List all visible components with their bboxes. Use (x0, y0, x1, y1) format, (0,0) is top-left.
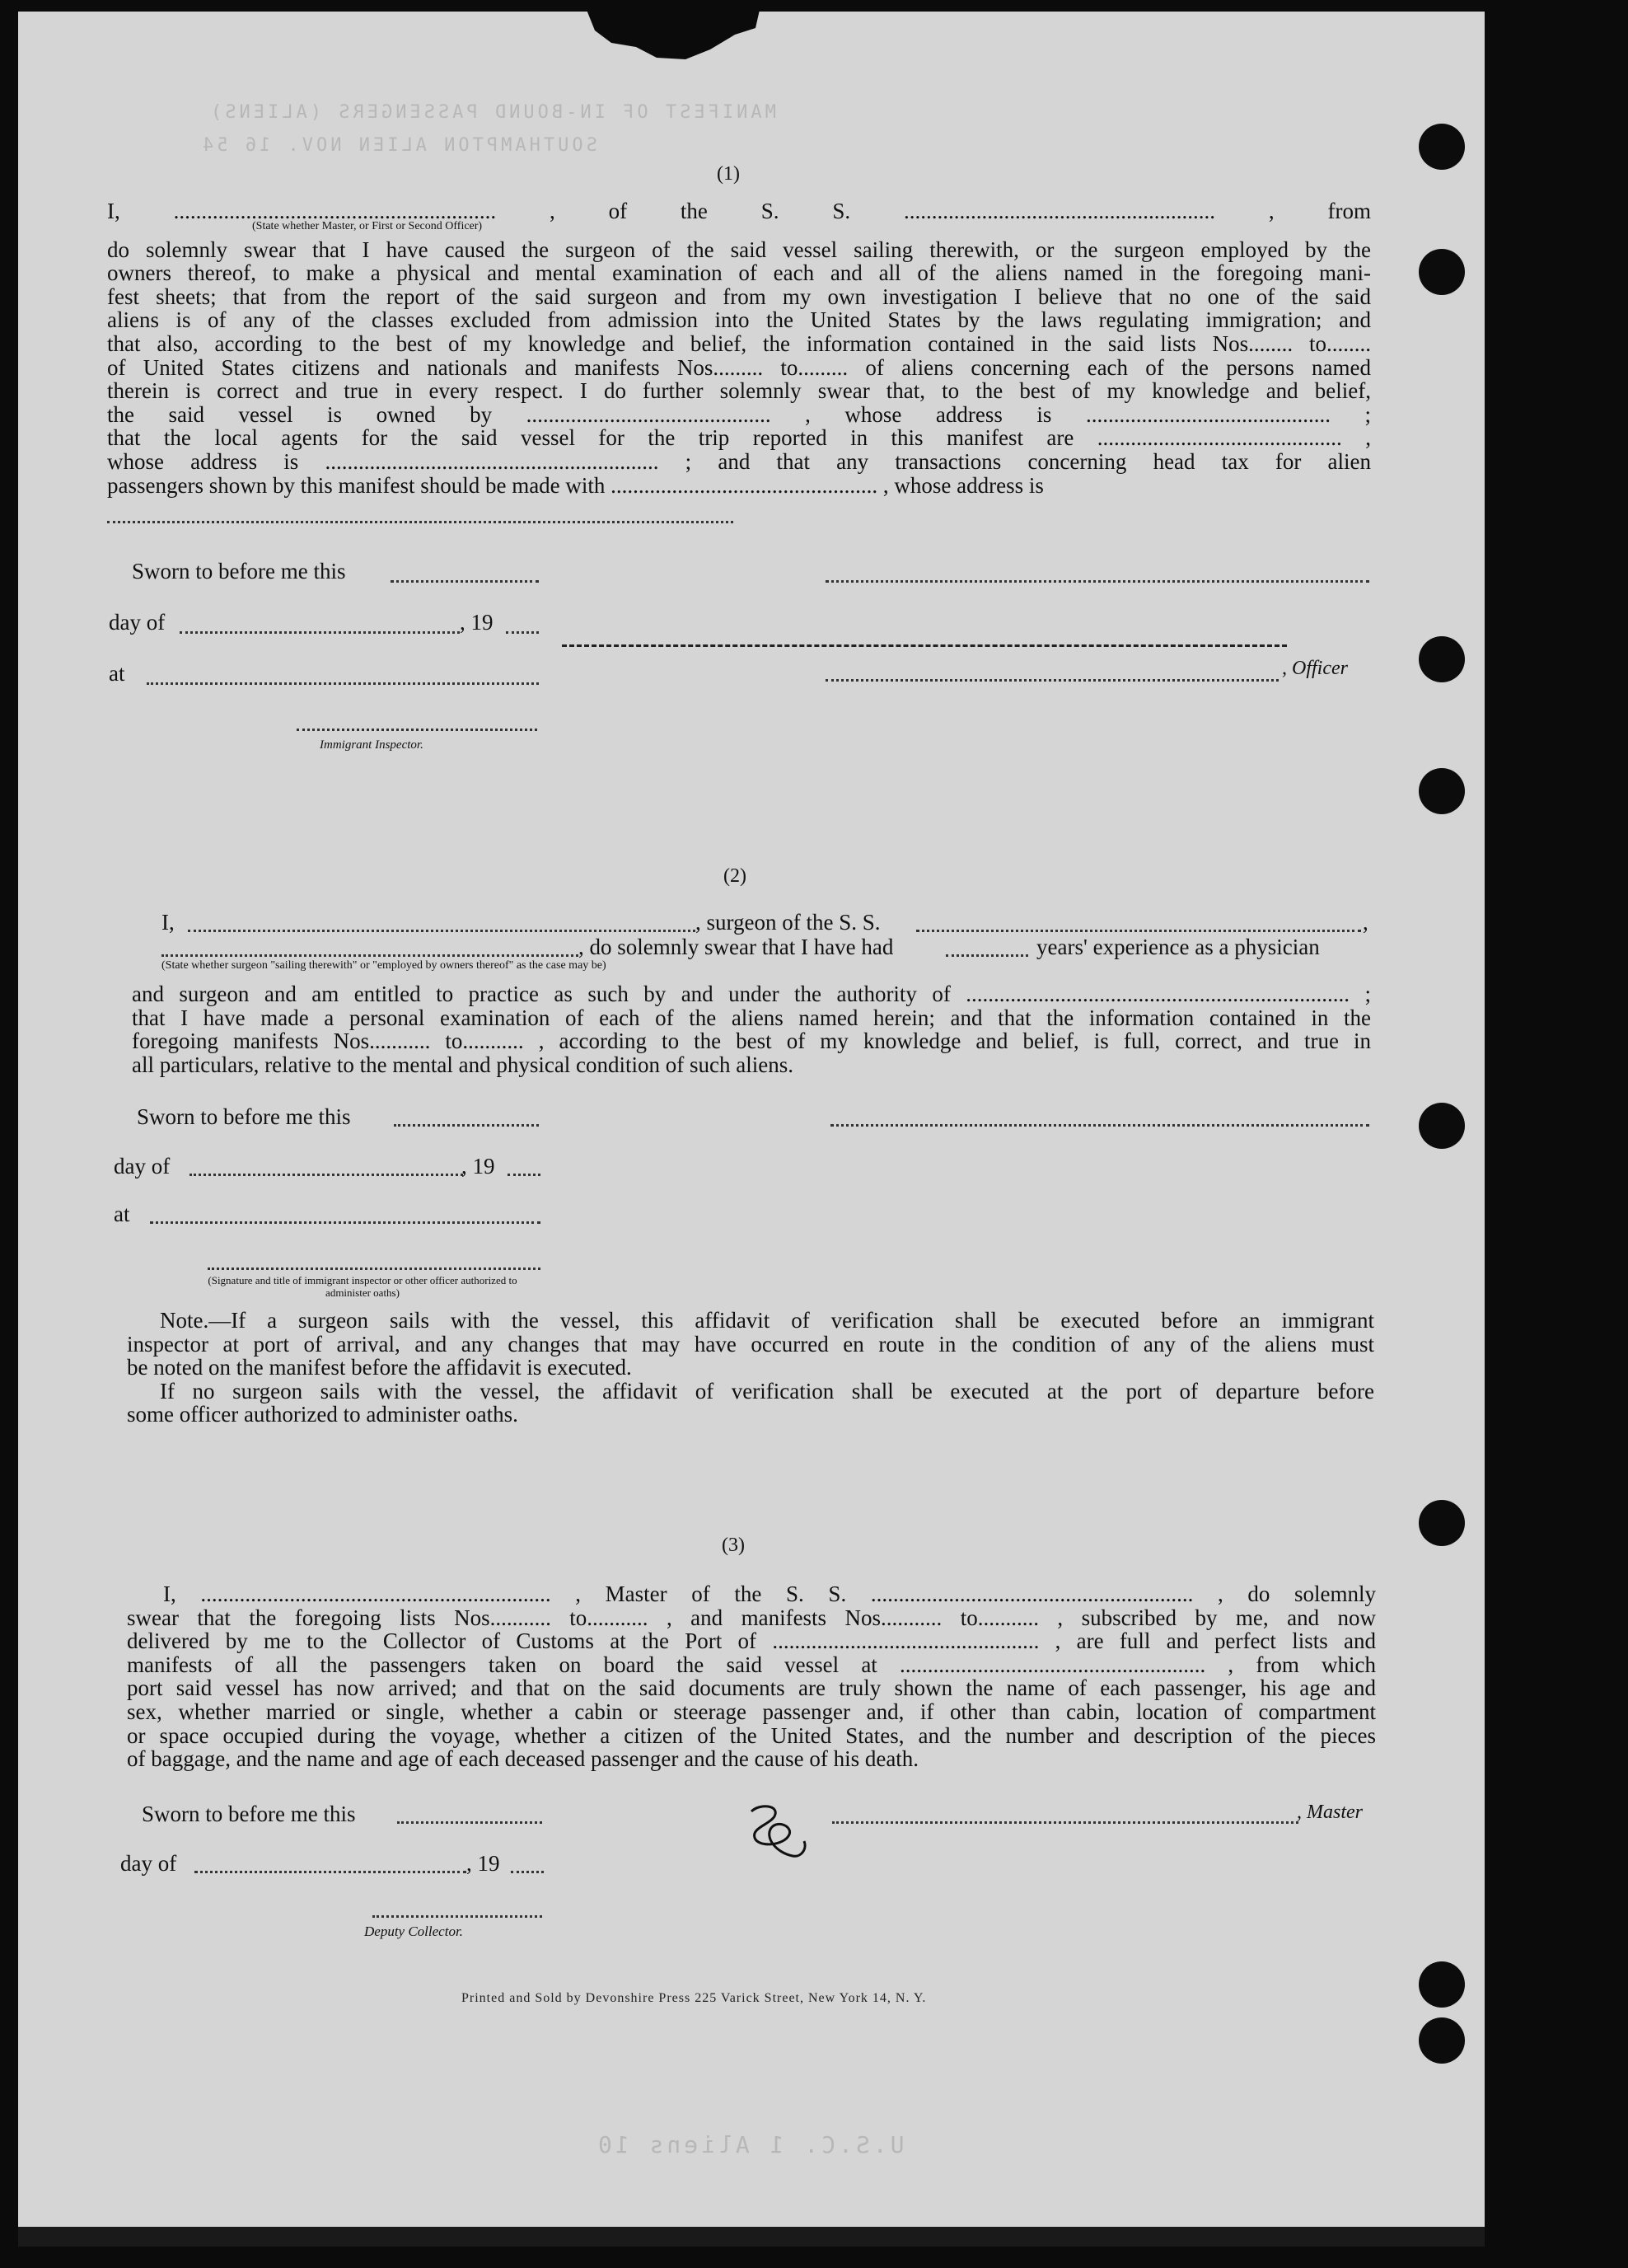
year-label-3: , 19 (466, 1851, 500, 1876)
sworn-label-3: Sworn to before me this (142, 1802, 356, 1826)
section-3-oath (127, 1582, 1376, 1771)
at-blank (147, 682, 539, 685)
oath-line: port said vessel has now arrived; and that on the said documents are truly shown the name of each passenger, his age and (127, 1675, 1376, 1701)
note-line: inspector at port of arrival, and any changes that may have occurred en route in the condition of any of the aliens must (127, 1331, 1374, 1357)
oath-line: delivered by me to the Collector of Customs at the Port of ................................................ , are full and perfect lists and (127, 1628, 1376, 1654)
oath-line: I, ............................................................... , Master of the S. S. .......................................................... , do solemnly (163, 1582, 1376, 1606)
oath-line: swear that the foregoing lists Nos........... to........... , and manifests Nos........... to........... , subscribed by me, and now (127, 1605, 1376, 1630)
oath-line: that also, according to the best of my knowledge and belief, the information contained in the said lists Nos........ to........ (107, 330, 1371, 356)
note-line: be noted on the manifest before the affidavit is executed. (127, 1355, 632, 1380)
solemnly-label: , do solemnly swear that I have had (578, 935, 894, 959)
day-of-label: day of (109, 610, 166, 635)
month-blank-3 (194, 1871, 466, 1873)
oath-line: whose address is ............................................................ ; and that any transactions concerning head tax for alien (107, 448, 1371, 474)
printer-credit: Printed and Sold by Devonshire Press 225 Varick Street, New York 14, N. Y. (461, 1991, 927, 2005)
sworn-label-2: Sworn to before me this (137, 1104, 351, 1129)
scan-bottom-edge (18, 2227, 1485, 2247)
sworn-label: Sworn to before me this (132, 559, 346, 583)
at-blank-2 (150, 1221, 540, 1224)
oath-line: I, .......................................................... , of the S. S. ........................................................ , from (107, 199, 1371, 223)
year-blank (506, 631, 539, 634)
year-blank-3 (511, 1871, 544, 1873)
punch-hole (1419, 124, 1465, 170)
section-2-oath (132, 982, 1371, 1076)
inspector-signature-line-2 (208, 1268, 540, 1270)
section-2-number: (2) (723, 865, 746, 887)
surgeon-signature-line (830, 1124, 1369, 1127)
surgeon-ship-blank (916, 930, 1361, 932)
officer-caption: (State whether Master, or First or Second Officer) (252, 219, 483, 232)
oath-line: sex, whether married or single, whether a cabin or steerage passenger and, if other than cabin, location of compartment (127, 1699, 1376, 1724)
oath-line: therein is correct and true in every respect. I do further solemnly swear that, to the best of my knowledge and belief, (107, 378, 1371, 404)
section-1-oath (107, 199, 1371, 497)
surgeon-i-label: I, (161, 910, 175, 935)
master-initials-signature (733, 1795, 819, 1861)
surgeon-ss-label: , surgeon of the S. S. (695, 910, 881, 935)
at-label-2: at (114, 1202, 130, 1226)
oath-line: that I have made a personal examination of each of the aliens named herein; and that the information contained in the (132, 1005, 1371, 1030)
section-3-number: (3) (722, 1535, 745, 1556)
surgeon-comma: , (1363, 910, 1368, 935)
note-line: Note.—If a surgeon sails with the vessel, this affidavit of verification shall be executed before an immigrant (160, 1308, 1374, 1333)
month-blank (180, 631, 460, 634)
section-1-number: (1) (717, 163, 740, 185)
address-blank-line (107, 521, 733, 523)
note-block (127, 1309, 1374, 1427)
oath-line: owners thereof, to make a physical and mental examination of each and all of the aliens named in the foregoing mani- (107, 260, 1371, 286)
sworn-date-blank (391, 580, 539, 583)
punch-hole (1419, 1500, 1465, 1546)
oath-line: of United States citizens and nationals and manifests Nos......... to......... of aliens concerning each of the persons named (107, 354, 1371, 380)
inspector-label: Immigrant Inspector. (320, 738, 423, 752)
punch-hole (1419, 249, 1465, 295)
inspector-signature-line (297, 729, 537, 731)
officer-signature-top-line (826, 580, 1369, 583)
oath-line: and surgeon and am entitled to practice as such by and under the authority of ..................................................................... ; (132, 982, 1371, 1006)
oath-line: foregoing manifests Nos........... to........... , according to the best of my knowledge and belief, is full, correct, and true in (132, 1029, 1371, 1054)
oath-line: of baggage, and the name and age of each deceased passenger and the cause of his death. (127, 1746, 919, 1772)
month-blank-2 (189, 1174, 463, 1176)
at-label: at (109, 661, 125, 686)
punch-hole (1419, 636, 1465, 682)
officer-signature-line (826, 679, 1279, 682)
punch-hole (1419, 768, 1465, 814)
oath-line: passengers shown by this manifest should be made with ................................................ , whose address is (107, 472, 1044, 498)
ghost-header-line-2: SOUTHAMPTON ALIEN NOV. 16 54 (199, 135, 597, 156)
punch-hole (1419, 2017, 1465, 2064)
officer-label: , Officer (1282, 658, 1348, 679)
sworn-date-blank-2 (394, 1124, 539, 1127)
master-signature-line (832, 1821, 1298, 1824)
collector-label: Deputy Collector. (364, 1924, 463, 1939)
ghost-header-line-1: MANIFEST OF IN-BOUND PASSENGERS (ALIENS) (208, 102, 776, 123)
oath-line: that the local agents for the said vessel for the trip reported in this manifest are ............................................ , (107, 425, 1371, 451)
year-label-2: , 19 (461, 1154, 495, 1179)
inspector-signature-caption: (Signature and title of immigrant inspector or other officer authorized to administer oaths) (208, 1274, 517, 1299)
sworn-date-blank-3 (397, 1821, 542, 1824)
master-label: , Master (1297, 1802, 1363, 1823)
surgeon-name-blank (188, 930, 695, 932)
day-of-label-2: day of (114, 1154, 171, 1179)
oath-line: manifests of all the passengers taken on board the said vessel at ....................................................... , from which (127, 1652, 1376, 1677)
oath-line: the said vessel is owned by ............................................ , whose address is ............................................ ; (107, 401, 1371, 427)
oath-line: or space occupied during the voyage, whether a citizen of the United States, and the number and description of the pieces (127, 1722, 1376, 1748)
note-line: some officer authorized to administer oaths. (127, 1402, 518, 1427)
surgeon-caption: (State whether surgeon "sailing therewith" or "employed by owners thereof" as the case may be) (161, 959, 606, 972)
collector-signature-line (372, 1915, 542, 1918)
punch-hole (1419, 1961, 1465, 2008)
note-line: If no surgeon sails with the vessel, the affidavit of verification shall be executed at the port of departure before (160, 1378, 1374, 1403)
stamp-dash-line (562, 644, 1287, 647)
torn-paper-edge (587, 12, 760, 68)
oath-line: do solemnly swear that I have caused the surgeon of the said vessel sailing therewith, or the surgeon employed by the (107, 237, 1371, 262)
year-blank-2 (508, 1174, 540, 1176)
surgeon-type-blank (161, 954, 578, 957)
ghost-footer: U.S.C. 1 Aliens 10 (595, 2131, 905, 2158)
oath-line: all particulars, relative to the mental and physical condition of such aliens. (132, 1052, 793, 1077)
oath-line: fest sheets; that from the report of the said surgeon and from my own investigation I believe that no one of the said (107, 284, 1371, 309)
oath-line: aliens is of any of the classes excluded from admission into the United States by the laws regulating immigration; and (107, 307, 1371, 333)
experience-label: years' experience as a physician (1036, 935, 1320, 959)
years-blank (946, 954, 1028, 957)
manifest-page (18, 12, 1485, 2247)
day-of-label-3: day of (120, 1851, 177, 1876)
year-label: , 19 (460, 610, 494, 635)
punch-hole (1419, 1103, 1465, 1149)
